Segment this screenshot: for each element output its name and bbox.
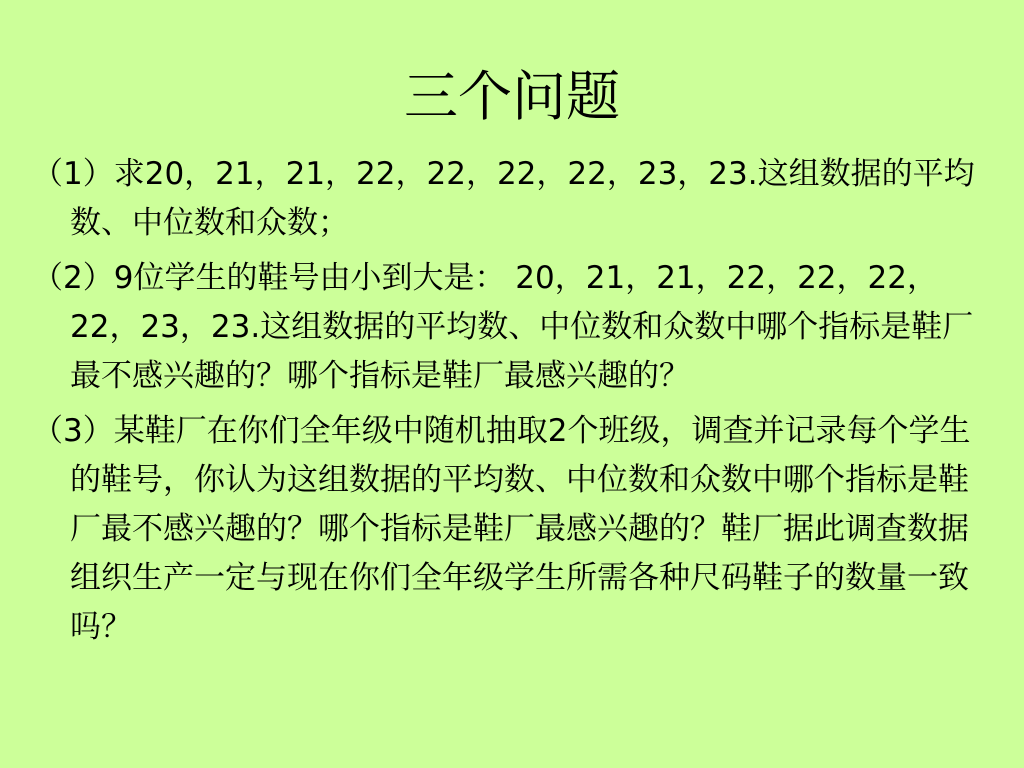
question-1: （1）求20，21，21，22，22，22，22，23，23.这组数据的平均数、中位数和众数； [32,156,975,241]
slide-title: 三个问题 [404,65,620,128]
question-list [32,150,996,652]
question-3: （3）某鞋厂在你们全年级中随机抽取2个班级，调查并记录每个学生的鞋号，你认为这组数据的平均数、中位数和众数中哪个指标是鞋厂最不感兴趣的？哪个指标是鞋厂最感兴趣的？鞋厂据此调查数据组织生产一定与现在你们全年级学生所需各种尺码鞋子的数量一致吗？ [32,413,971,645]
question-2: （2）9位学生的鞋号由小到大是： 20，21，21，22，22，22，22，23，23.这组数据的平均数、中位数和众数中哪个指标是鞋厂最不感兴趣的？哪个指标是鞋厂最感兴趣的？ [32,260,974,394]
